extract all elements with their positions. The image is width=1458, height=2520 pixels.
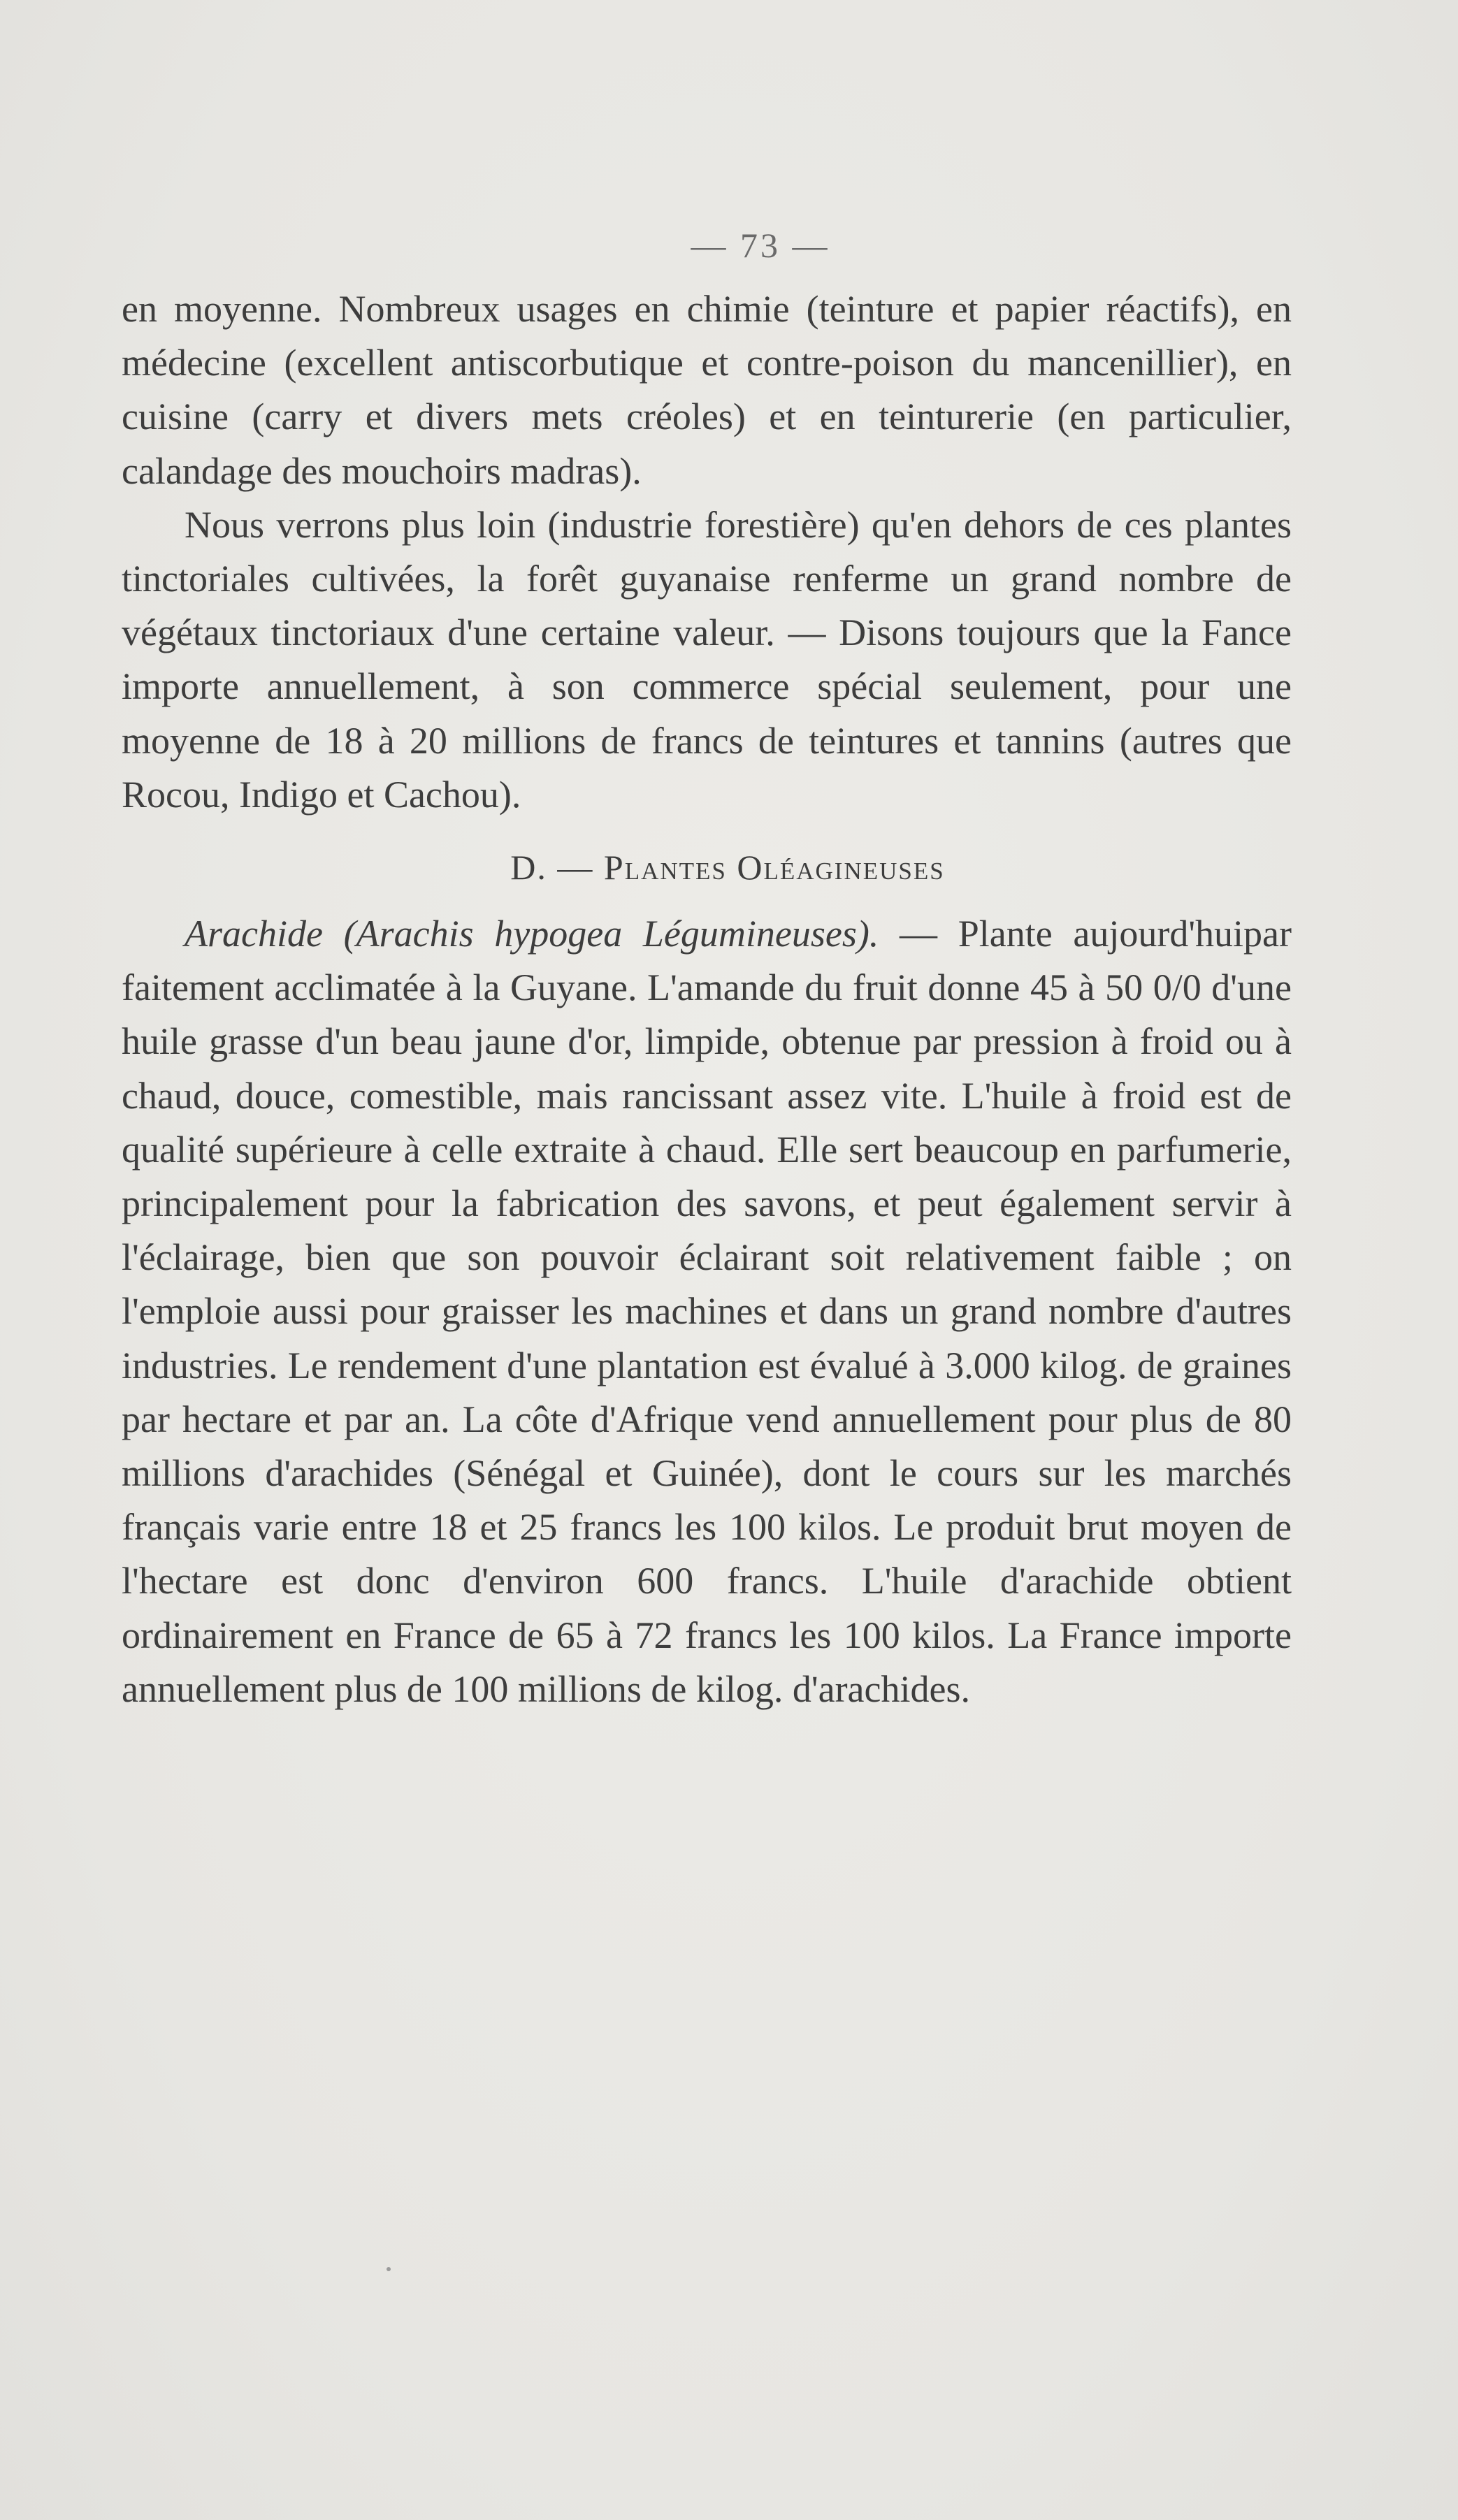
section-dash: — <box>547 848 604 888</box>
section-heading <box>122 843 1292 892</box>
page-number: — 73 — <box>691 226 830 265</box>
arachide-body: — Plante aujourd'huipar faitement acclimatée à la Guyane. L'amande du fruit donne 45 à 50 0/0 d'une huile grasse d'un beau jaune d'or, limpide, obtenue par pression à froid ou à chaud, douce, comestible, mais rancissant assez vite. L'huile à froid est de qualité supérieure à celle extraite à chaud. Elle sert beaucoup en parfumerie, principalement pour la fabrication des savons, et peut également servir à l'éclairage, bien que son pouvoir éclairant soit relativement faible ; on l'emploie aussi pour graisser les machines et dans un grand nombre d'autres industries. Le rendement d'une plantation est évalué à 3.000 kilog. de graines par hectare et par an. La côte d'Afrique vend annuellement pour plus de 80 millions d'arachides (Sénégal et Guinée), dont le cours sur les marchés français varie entre 18 et 25 francs les 100 kilos. Le produit brut moyen de l'hectare est donc d'environ 600 francs. L'huile d'arachide obtient ordinairement en France de 65 à 72 francs les 100 kilos. La France importe annuellement plus de 100 millions de kilog. d'arachides. <box>122 913 1292 1710</box>
arachide-lead: Arachide (Arachis hypogea Légumineuses). <box>185 913 879 955</box>
body-text <box>122 282 1292 1716</box>
paragraph-arachide <box>122 907 1292 1716</box>
paragraph-continuation: en moyenne. Nombreux usages en chimie (teinture et papier réactifs), en médecine (excellent antiscorbutique et contre-poison du mancenillier), en cuisine (carry et divers mets créoles) et en teinturerie (en particulier, calandage des mouchoirs madras). <box>122 288 1292 492</box>
paper-speck <box>387 2267 391 2271</box>
paragraph-dyes: Nous verrons plus loin (industrie forestière) qu'en dehors de ces plantes tinctoriales cultivées, la forêt guyanaise renferme un grand nombre de végétaux tinctoriaux d'une certaine valeur. — Disons toujours que la Fance importe annuellement, à son commerce spécial seulement, pour une moyenne de 18 à 20 millions de francs de teintures et tannins (autres que Rocou, Indigo et Cachou). <box>122 503 1292 816</box>
section-title: Plantes Oléagineuses <box>603 848 945 888</box>
section-letter: D. <box>510 848 547 888</box>
